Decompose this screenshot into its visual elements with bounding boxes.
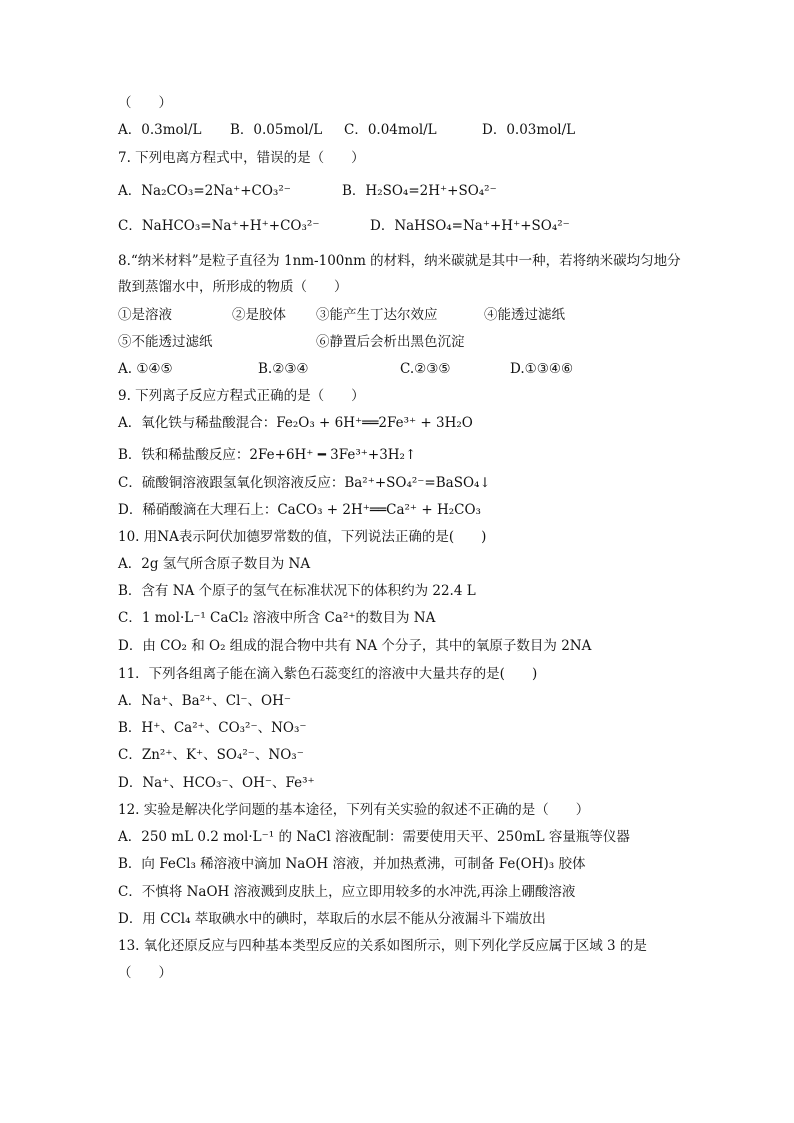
q10-option-d: D．由 CO₂ 和 O₂ 组成的混合物中共有 NA 个分子，其中的氧原子数目为 2NA [118,638,592,654]
q8-item-6: ⑥静置后会析出黑色沉淀 [316,334,465,350]
q12-option-d: D．用 CCl₄ 萃取碘水中的碘时，萃取后的水层不能从分液漏斗下端放出 [118,911,546,927]
q8-option-c: C.②③⑤ [400,361,451,377]
q8-stem-line1: 8.“纳米材料”是粒子直径为 1nm-100nm 的材料，纳米碳就是其中一种，若将纳米碳均匀地分 [118,253,681,269]
q13-stem: 13. 氧化还原反应与四种基本类型反应的关系如图所示，则下列化学反应属于区域 3 的是 [118,938,647,954]
q8-item-3: ③能产生丁达尔效应 [316,307,438,323]
q6-answer-paren: （ ） [118,95,172,111]
q9-option-d: D．稀硝酸滴在大理石上：CaCO₃ + 2H⁺══Ca²⁺ + H₂CO₃ [118,502,481,518]
q8-item-5: ⑤不能透过滤纸 [118,334,213,350]
q10-option-c: C．1 mol·L⁻¹ CaCl₂ 溶液中所含 Ca²⁺的数目为 NA [118,610,436,626]
q13-answer-paren: （ ） [118,965,172,981]
q7-option-c: C．NaHCO₃=Na⁺+H⁺+CO₃²⁻ [118,218,320,234]
q8-item-1: ①是溶液 [118,307,172,323]
q11-stem: 11．下列各组离子能在滴入紫色石蕊变红的溶液中大量共存的是( ) [118,666,538,682]
q8-item-4: ④能透过滤纸 [484,307,565,323]
q12-stem: 12. 实验是解决化学问题的基本途径，下列有关实验的叙述不正确的是（ ） [118,802,590,818]
q9-stem: 9. 下列离子反应方程式正确的是（ ） [118,388,365,404]
q12-option-a: A．250 mL 0.2 mol·L⁻¹ 的 NaCl 溶液配制：需要使用天平、250mL 容量瓶等仪器 [118,829,630,845]
q6-option-a: A．0.3mol/L [118,122,202,138]
q8-option-b: B.②③④ [258,361,309,377]
q9-option-b: B．铁和稀盐酸反应：2Fe+6H⁺ ━ 3Fe³⁺+3H₂↑ [118,447,417,463]
q7-stem: 7. 下列电离方程式中，错误的是（ ） [118,150,365,166]
q6-option-b: B．0.05mol/L [230,122,323,138]
q11-option-c: C．Zn²⁺、K⁺、SO₄²⁻、NO₃⁻ [118,747,304,763]
q9-option-c: C．硫酸铜溶液跟氢氧化钡溶液反应：Ba²⁺+SO₄²⁻=BaSO₄↓ [118,475,491,491]
q6-option-d: D．0.03mol/L [482,122,576,138]
q9-option-a: A．氧化铁与稀盐酸混合：Fe₂O₃ + 6H⁺══2Fe³⁺ + 3H₂O [118,415,473,431]
q12-option-b: B．向 FeCl₃ 稀溶液中滴加 NaOH 溶液，并加热煮沸，可制备 Fe(OH)₃ 胶体 [118,856,586,872]
q6-option-c: C．0.04mol/L [344,122,437,138]
q10-stem: 10. 用NA表示阿伏加德罗常数的值，下列说法正确的是( ) [118,529,487,545]
q8-option-a: A. ①④⑤ [118,361,173,377]
q7-option-b: B．H₂SO₄=2H⁺+SO₄²⁻ [342,183,497,199]
q11-option-d: D．Na⁺、HCO₃⁻、OH⁻、Fe³⁺ [118,775,315,791]
q12-option-c: C．不慎将 NaOH 溶液溅到皮肤上，应立即用较多的水冲洗,再涂上硼酸溶液 [118,884,576,900]
q11-option-a: A．Na⁺、Ba²⁺、Cl⁻、OH⁻ [118,693,291,709]
q7-option-d: D．NaHSO₄=Na⁺+H⁺+SO₄²⁻ [370,218,570,234]
q11-option-b: B．H⁺、Ca²⁺、CO₃²⁻、NO₃⁻ [118,720,307,736]
q8-stem-line2: 散到蒸馏水中，所形成的物质（ ） [118,279,348,295]
q8-item-2: ②是胶体 [232,307,286,323]
q7-option-a: A．Na₂CO₃=2Na⁺+CO₃²⁻ [118,183,291,199]
q10-option-a: A．2g 氢气所含原子数目为 NA [118,556,311,572]
q8-option-d: D.①③④⑥ [510,361,574,377]
q10-option-b: B．含有 NA 个原子的氢气在标准状况下的体积约为 22.4 L [118,583,476,599]
